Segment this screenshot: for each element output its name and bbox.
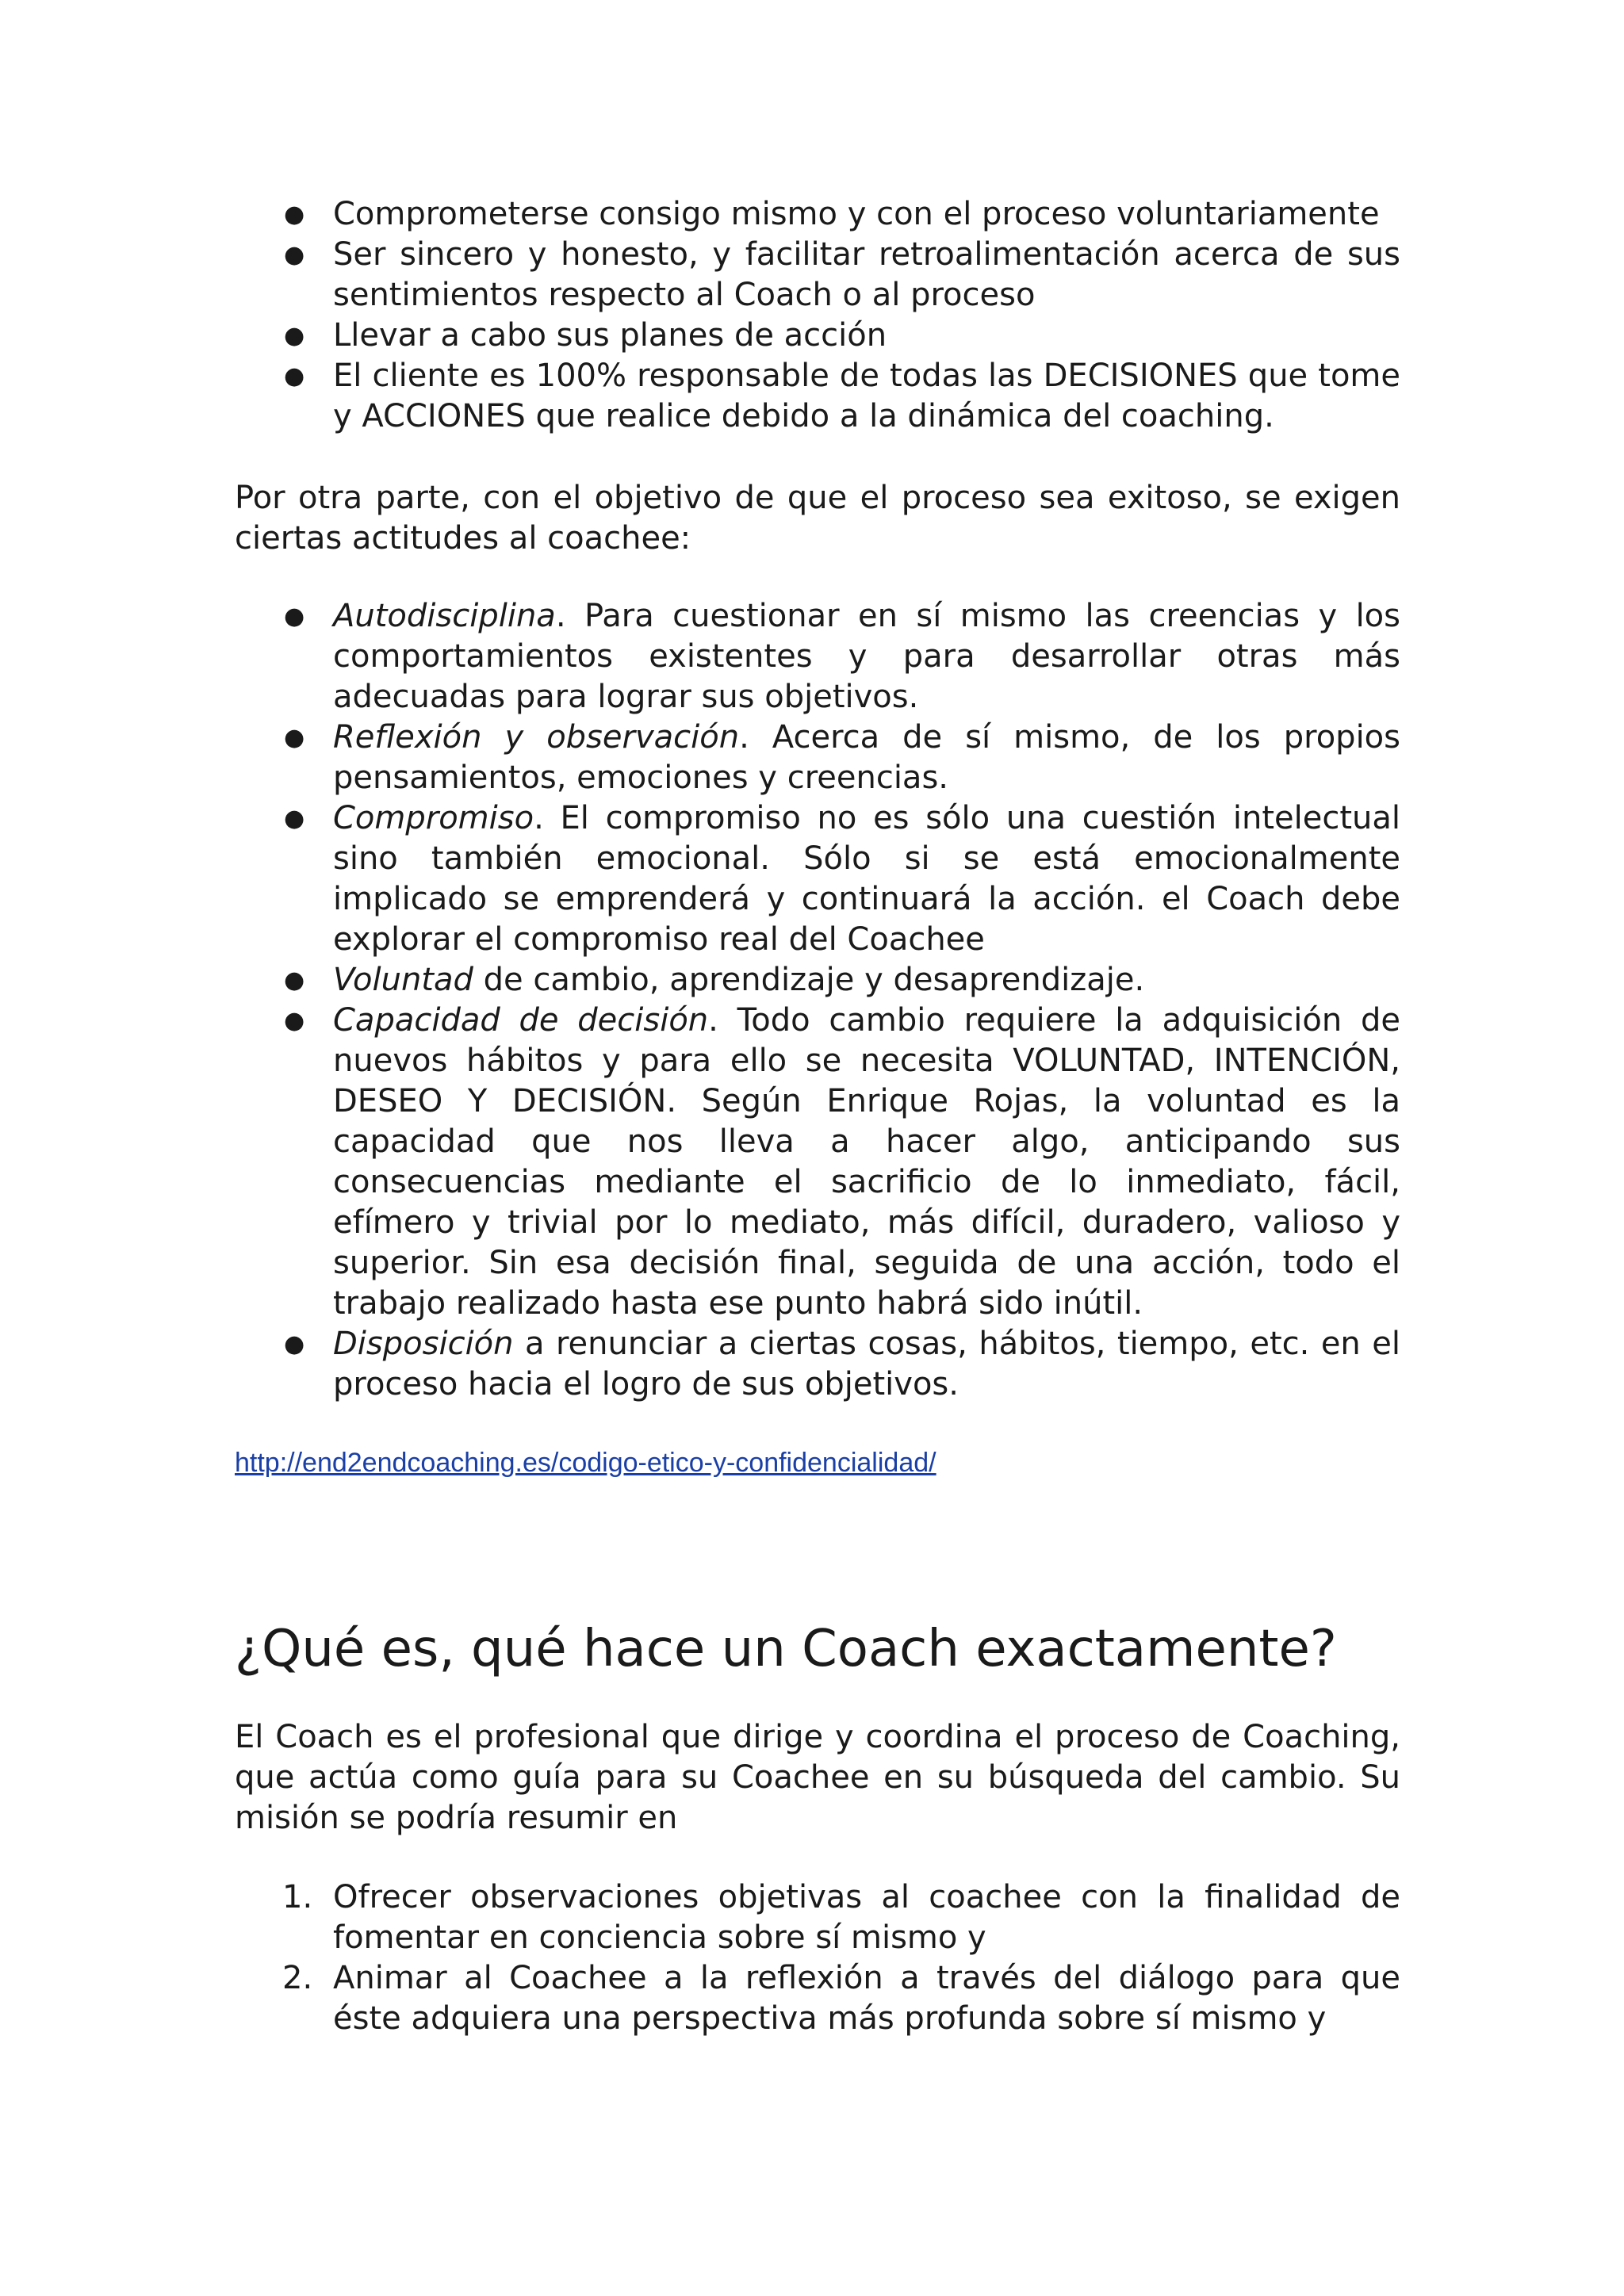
section-heading: ¿Qué es, qué hace un Coach exactamente? (235, 1620, 1337, 1678)
list-item: ● Reflexión y observación. Acerca de sí mismo, de los propios pensamientos, emociones y creencias. (284, 719, 1400, 796)
paragraph: El Coach es el profesional que dirige y coordina el proceso de Coaching, que actúa como guía para su Coachee en su búsqueda del cambio. Su misión se podría resumir en (235, 1719, 1400, 1836)
term: Voluntad (333, 962, 473, 998)
list-item: ● Disposición a renunciar a ciertas cosas, hábitos, tiempo, etc. en el proceso hacia el logro de sus objetivos. (284, 1326, 1400, 1402)
list-item: ● Llevar a cabo sus planes de acción (235, 316, 1400, 356)
list-item: 2. Animar al Coachee a la reflexión a través del diálogo para que éste adquiera una perspectiva más profunda sobre sí mismo y (282, 1960, 1400, 2037)
source-link[interactable]: http://end2endcoaching.es/codigo-etico-y-confidencialidad/ (235, 1448, 936, 1478)
bullet-icon: ● (284, 603, 305, 630)
term: Compromiso (333, 800, 534, 836)
coach-intro (235, 1717, 1400, 1839)
attitudes-section (235, 596, 1400, 1405)
commitments-section (235, 194, 1400, 437)
list-item: ● El cliente es 100% responsable de todas las DECISIONES que tome y ACCIONES que realice debido a la dinámica del coaching. (284, 358, 1400, 434)
term: Capacidad de decisión (333, 1002, 709, 1039)
mission-section (235, 1877, 1400, 2039)
paragraph: Por otra parte, con el objetivo de que el proceso sea exitoso, se exigen ciertas actitudes al coachee: (235, 480, 1400, 557)
term: Autodisciplina (333, 598, 556, 634)
list-number: 2. (282, 1960, 313, 1996)
bullet-icon: ● (284, 805, 305, 832)
bullet-icon: ● (284, 1007, 305, 1035)
list-number: 1. (282, 1879, 313, 1915)
list-item: ● Comprometerse consigo mismo y con el proceso voluntariamente (235, 194, 1400, 235)
attitudes-list (235, 596, 1400, 1405)
list-item: ● Autodisciplina. Para cuestionar en sí mismo las creencias y los comportamientos existentes y para desarrollar otras más adecuadas para lograr sus objetivos. (284, 598, 1400, 715)
term: Disposición (333, 1326, 514, 1362)
list-item: ● Capacidad de decisión. Todo cambio requiere la adquisición de nuevos hábitos y para ello se necesita VOLUNTAD, INTENCIÓN, DESEO Y DECISIÓN. Según Enrique Rojas, la voluntad es la capacidad que nos lleva a hacer algo, anticipando sus consecuencias mediante el sacrificio de lo inmediato, fácil, efímero y trivial por lo mediato, más difícil, duradero, valioso y superior. Sin esa decisión final, seguida de una acción, todo el trabajo realizado hasta ese punto habrá sido inútil. (284, 1002, 1400, 1322)
bullet-icon: ● (284, 1330, 305, 1358)
bullet-icon: ● (284, 201, 305, 228)
mission-list (235, 1877, 1400, 2039)
attitudes-intro (235, 478, 1400, 559)
list-item: 1. Ofrecer observaciones objetivas al coachee con la finalidad de fomentar en conciencia sobre sí mismo y (282, 1879, 1400, 1956)
bullet-icon: ● (284, 966, 305, 994)
bullet-icon: ● (284, 241, 305, 269)
list-item: ● Compromiso. El compromiso no es sólo una cuestión intelectual sino también emocional. Sólo si se está emocionalmente implicado se emprenderá y continuará la acción. el Coach debe explorar el compromiso real del Coachee (284, 800, 1400, 958)
bullet-icon: ● (284, 322, 305, 350)
term: Reflexión y observación (333, 719, 740, 756)
commitments-list (235, 194, 1400, 437)
list-item: ● Ser sincero y honesto, y facilitar retroalimentación acerca de sus sentimientos respecto al Coach o al proceso (284, 236, 1400, 313)
bullet-icon: ● (284, 724, 305, 752)
list-item: ● Voluntad de cambio, aprendizaje y desaprendizaje. (235, 960, 1400, 1001)
bullet-icon: ● (284, 362, 305, 390)
